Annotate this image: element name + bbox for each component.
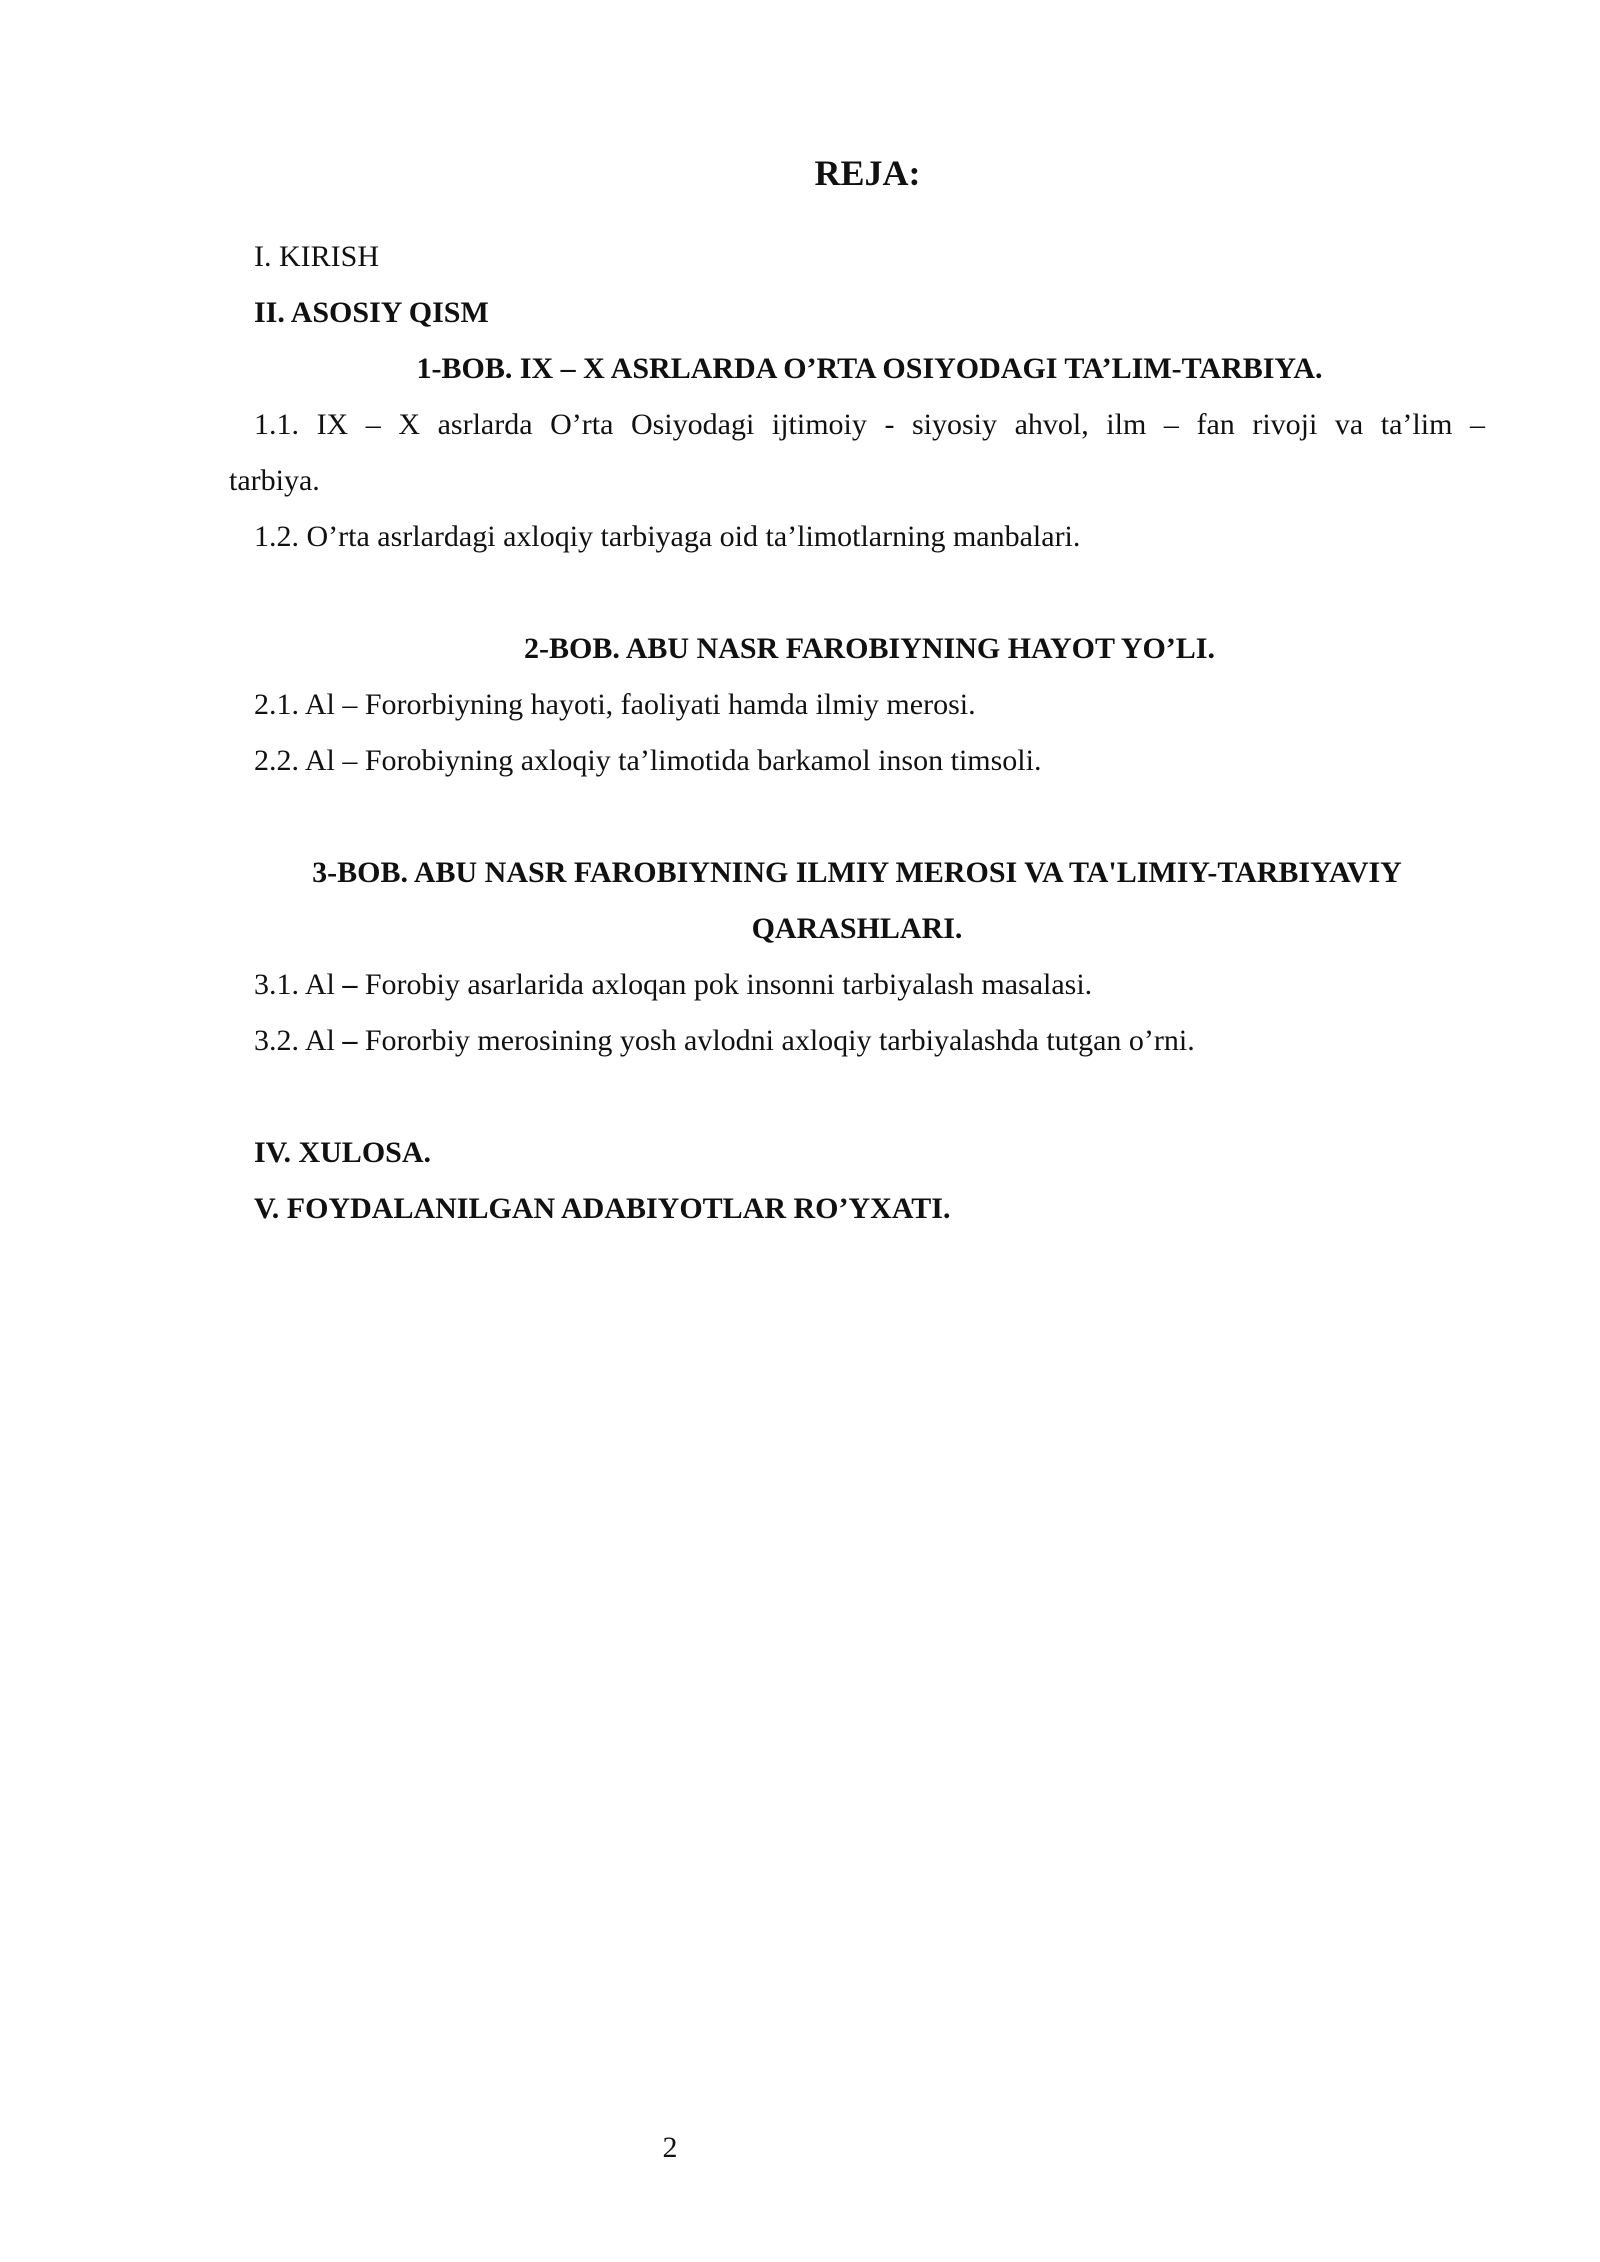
chapter1-item2: 1.2. O’rta asrlardagi axloqiy tarbiyaga oid ta’limotlarning manbalari. bbox=[254, 520, 1081, 553]
chapter3-heading-line2: QARASHLARI. bbox=[751, 912, 963, 945]
section-conclusion: IV. XULOSA. bbox=[254, 1136, 431, 1169]
chapter3-item2-dash: – bbox=[342, 1024, 358, 1057]
chapter1-item1-line2: tarbiya. bbox=[229, 464, 320, 497]
chapter3-item1-prefix: 3.1. Al bbox=[254, 968, 343, 1001]
chapter3-item1-dash: – bbox=[342, 968, 358, 1001]
section-main-part: II. ASOSIY QISM bbox=[254, 296, 489, 329]
chapter3-item2-rest: Fororbiy merosining yosh avlodni axloqiy tarbiyalashda tutgan o’rni. bbox=[357, 1024, 1195, 1057]
chapter3-item1-rest: Forobiy asarlarida axloqan pok insonni tarbiyalash masalasi. bbox=[357, 968, 1093, 1001]
chapter2-item1: 2.1. Al – Fororbiyning hayoti, faoliyati hamda ilmiy merosi. bbox=[254, 688, 976, 721]
chapter1-heading: 1-BOB. IX – X ASRLARDA O’RTA OSIYODAGI TA’LIM-TARBIYA. bbox=[416, 352, 1323, 385]
page-number: 2 bbox=[662, 2131, 678, 2164]
chapter3-item2-prefix: 3.2. Al bbox=[254, 1024, 343, 1057]
chapter2-heading: 2-BOB. ABU NASR FAROBIYNING HAYOT YO’LI. bbox=[524, 632, 1215, 665]
chapter3-heading-line1: 3-BOB. ABU NASR FAROBIYNING ILMIY MEROSI VA TA'LIMIY-TARBIYAVIY bbox=[312, 856, 1402, 889]
chapter3-item1 bbox=[254, 966, 1092, 1004]
chapter1-item1-line1: 1.1. IX – X asrlarda O’rta Osiyodagi ijtimoiy - siyosiy ahvol, ilm – fan rivoji va ta’lim – bbox=[254, 408, 1485, 441]
section-intro: I. KIRISH bbox=[254, 240, 379, 273]
section-references: V. FOYDALANILGAN ADABIYOTLAR RO’YXATI. bbox=[254, 1192, 951, 1225]
chapter3-item2 bbox=[254, 1022, 1195, 1060]
page-title: REJA: bbox=[814, 153, 921, 193]
chapter2-item2: 2.2. Al – Forobiyning axloqiy ta’limotida barkamol inson timsoli. bbox=[254, 744, 1042, 777]
